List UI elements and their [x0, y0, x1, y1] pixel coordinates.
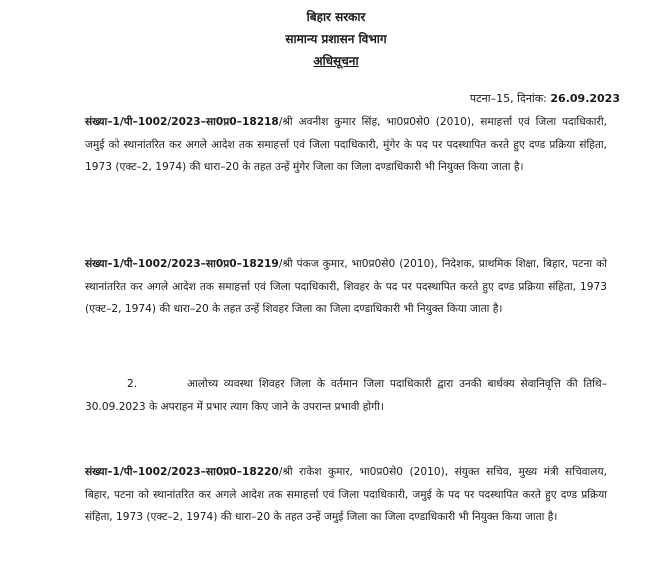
order-text: /श्री पंकज कुमार, भा0प्र0से0 (2010), निदेशक, प्राथमिक शिक्षा, बिहार, पटना को स्थानांतरित कर अगले आदेश तक समाहर्त्ता एवं जिला पदाधिकारी, शिवहर के पद पर पदस्थापित करते हुए दण्ड प्रक्रिया संहिता, 1973 (एक्ट–2, 1974) की धारा–20 के तहत उन्हें शिवहर जिला का जिला दण्डाधिकारी भी नियुक्त किया जाता है।	[85, 258, 607, 315]
government-heading: बिहार सरकार	[306, 10, 366, 24]
sub-paragraph	[85, 373, 607, 418]
department-heading: सामान्य प्रशासन विभाग	[285, 32, 387, 46]
place-label: पटना–15, दिनांक:	[469, 92, 547, 105]
date-value: 26.09.2023	[550, 92, 620, 105]
order-paragraph	[85, 111, 607, 179]
order-text: /श्री राकेश कुमार, भा0प्र0से0 (2010), संयुक्त सचिव, मुख्य मंत्री सचिवालय, बिहार, पटना को स्थानांतरित कर अगले आदेश तक समाहर्त्ता एवं जिला पदाधिकारी, जमुई के पद पर पदस्थापित करते हुए दण्ड प्रक्रिया संहिता, 1973 (एक्ट–2, 1974) की धारा–20 के तहत उन्हें जमुई जिला का जिला दण्डाधिकारी भी नियुक्त किया जाता है।	[85, 466, 607, 523]
sub-paragraph-text: आलोच्य व्यवस्था शिवहर जिला के वर्तमान जिला पदाधिकारी द्वारा उनकी बार्धक्य सेवानिवृत्ति की तिथि–30.09.2023 के अपराहन में प्रभार त्याग किए जाने के उपरान्त प्रभावी होगी।	[85, 378, 607, 413]
place-date-line	[470, 91, 620, 106]
order-reference: संख्या–1/पी–1002/2023–सा0प्र0–18218	[85, 116, 279, 128]
document-title: अधिसूचना	[313, 54, 359, 68]
order-reference: संख्या–1/पी–1002/2023–सा0प्र0–18220	[85, 466, 279, 478]
order-paragraph	[85, 461, 607, 529]
order-paragraph	[85, 253, 607, 321]
order-text: /श्री अवनीश कुमार सिंह, भा0प्र0से0 (2010), समाहर्त्ता एवं जिला पदाधिकारी, जमुई को स्थानांतरित कर अगले आदेश तक समाहर्त्ता एवं जिला पदाधिकारी, मुंगेर के पद पर पदस्थापित करते हुए दण्ड प्रक्रिया संहिता, 1973 (एक्ट–2, 1974) की धारा–20 के तहत उन्हें मुंगेर जिला का जिला दण्डाधिकारी भी नियुक्त किया जाता है।	[85, 116, 607, 173]
order-reference: संख्या–1/पी–1002/2023–सा0प्र0–18219	[85, 258, 279, 270]
paragraph-number: 2.	[127, 378, 138, 390]
